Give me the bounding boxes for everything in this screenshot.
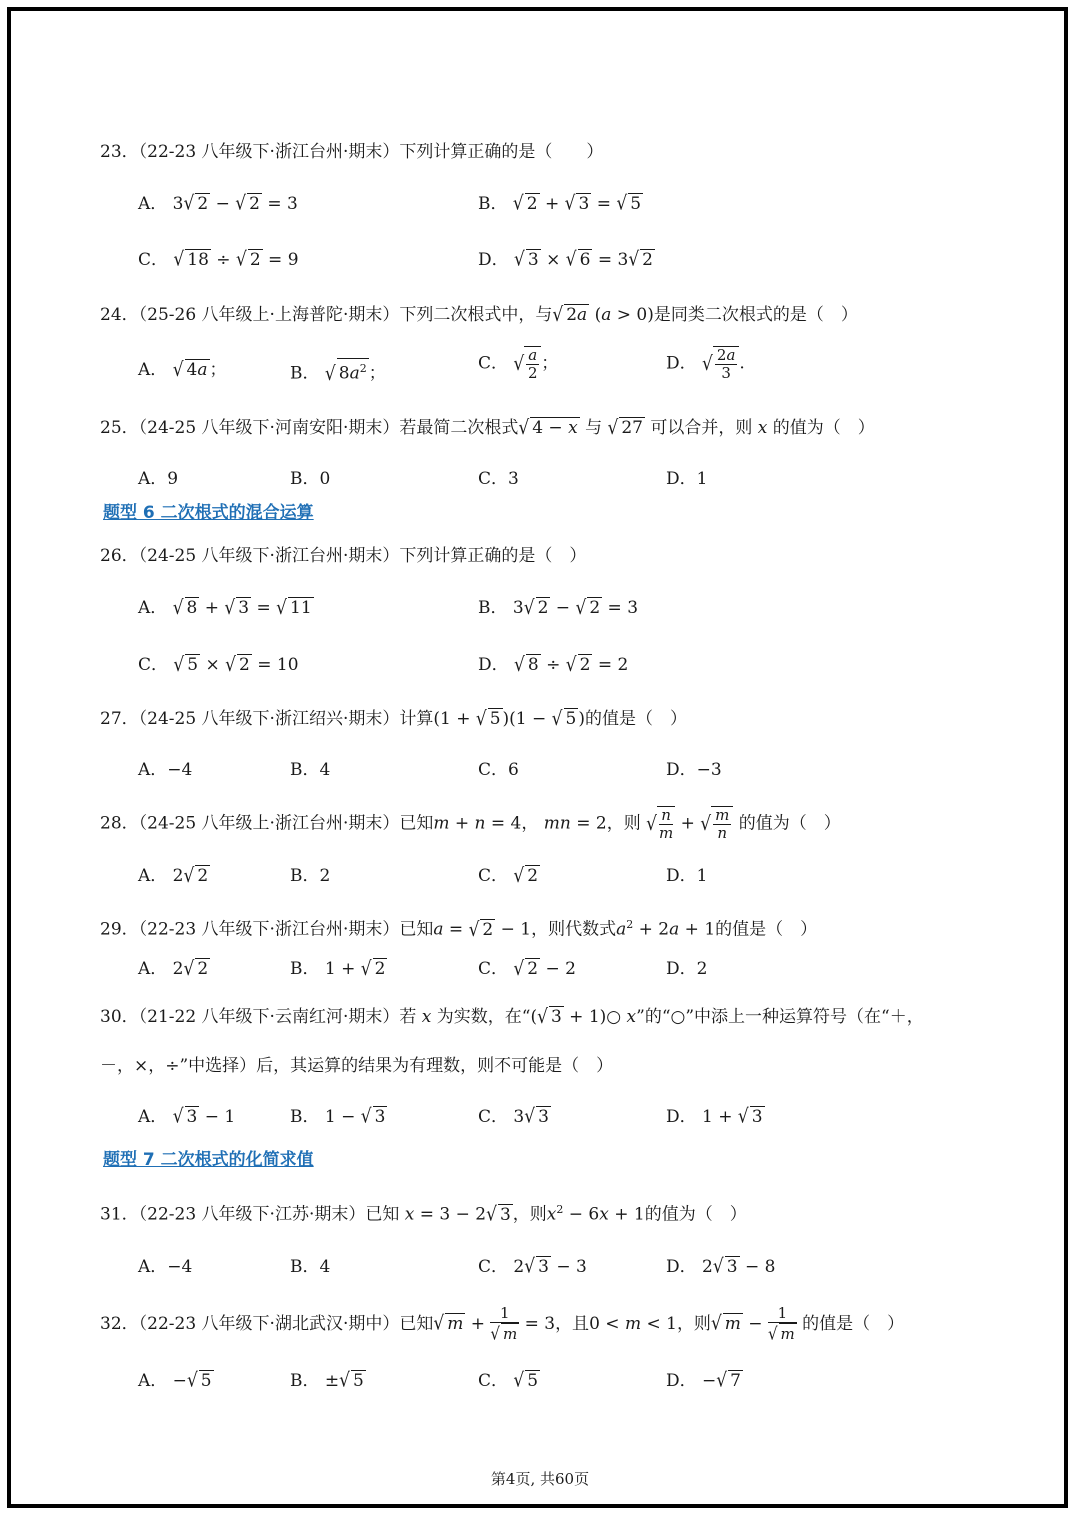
question-30: 30．（21-22 八年级下·云南红河·期末）若 x 为实数，在“(√ 3 + 1)○ x”的“○”中添上一种运算符号（在“＋， [100, 1005, 924, 1029]
option-c: C． 2√ 3 − 3 [478, 1255, 587, 1279]
option-a: A． 2√ 2 [138, 864, 209, 888]
option-b: B．4 [290, 760, 331, 780]
option-b: B． 3√ 2 − √ 2 = 3 [478, 596, 639, 620]
option-d: D． √ $\frac{2a}{3}$ . [666, 346, 745, 382]
option-d: D． −√ 7 [666, 1369, 741, 1393]
option-d: D．1 [666, 866, 708, 886]
option-b: B． √ 2 + √ 3 = √ 5 [478, 192, 642, 216]
question-26: 26．（24-25 八年级下·浙江台州·期末）下列计算正确的是（ ） [100, 546, 587, 566]
option-a: A． −√ 5 [138, 1369, 212, 1393]
option-d: D．−3 [666, 760, 722, 780]
option-c: C．6 [478, 760, 519, 780]
option-c: C． √ 2 − 2 [478, 957, 576, 981]
question-stem: 23．（22-23 八年级下·浙江台州·期末）下列计算正确的是（ ） [100, 142, 604, 162]
option-b: B． ±√ 5 [290, 1369, 364, 1393]
option-c: C． √ 5 × √ 2 = 10 [138, 653, 299, 677]
option-b: B． 1 − √ 3 [290, 1105, 386, 1129]
option-c: C． √ $\frac{a}{2}$ ； [478, 346, 559, 382]
option-b: B． 1 + √ 2 [290, 957, 386, 981]
option-b: B．4 [290, 1257, 331, 1277]
option-d: D． √ 3 × √ 6 = 3√ 2 [478, 248, 653, 272]
option-d: D． 1 + √ 3 [666, 1105, 763, 1129]
option-d: D．2 [666, 959, 708, 979]
option-c: C． √ 18 ÷ √ 2 = 9 [138, 248, 299, 272]
option-d: D． 2√ 3 − 8 [666, 1255, 776, 1279]
question-28: 28．（24-25 八年级上·浙江台州·期末）已知m + n = 4， mn = 2，则 √ $\frac{n}{m}$ + √ $\frac{m}{n}$ 的值为（ ） [100, 806, 841, 842]
option-c: C． 3√ 3 [478, 1105, 549, 1129]
option-a: A． √ 8 + √ 3 = √ 11 [138, 596, 312, 620]
option-a: A．9 [138, 469, 179, 489]
question-29: 29．（22-23 八年级下·浙江台州·期末）已知a = √ 2 − 1，则代数式$a^2 + 2a + 1$的值是（ ） [100, 918, 818, 942]
section-heading-7: 题型 7 二次根式的化简求值 [103, 1150, 314, 1170]
page-footer: 第4页, 共60页 [490, 1470, 590, 1488]
question-31: 31．（22-23 八年级下·江苏·期末）已知 x = 3 − 2√ 3 ，则$x^2 - 6x + 1$的值为（ ） [100, 1203, 747, 1227]
question-24: 24．（25-26 八年级上·上海普陀·期末）下列二次根式中，与√ 2a (a > 0)是同类二次根式的是（ ） [100, 303, 858, 327]
option-a: A．−4 [138, 1257, 193, 1277]
option-c: C． √ 2 [478, 864, 539, 888]
option-d: D．1 [666, 469, 708, 489]
question-32: 32．（22-23 八年级下·湖北武汉·期中）已知√ m + $\frac{1}{√ m}$ = 3，且0 < m < 1，则√ m − $\frac{1}{√ m}$ 的值是（ ） [100, 1304, 905, 1345]
question-25: 25．（24-25 八年级下·河南安阳·期末）若最简二次根式√ 4 − x 与 √ 27 可以合并，则 x 的值为（ ） [100, 416, 875, 440]
option-b: B． √ $8a^2$ ； [290, 358, 386, 386]
option-b: B．2 [290, 866, 331, 886]
option-c: C．3 [478, 469, 519, 489]
question-27: 27．（24-25 八年级下·浙江绍兴·期末）计算(1 + √ 5 )(1 − √ 5 )的值是（ ） [100, 707, 687, 731]
option-c: C． √ 5 [478, 1369, 539, 1393]
option-a: A． 3√ 2 − √ 2 = 3 [138, 192, 298, 216]
option-a: A． 2√ 2 [138, 957, 209, 981]
question-23 [100, 140, 980, 164]
option-b: B．0 [290, 469, 331, 489]
option-a: A． √ 3 − 1 [138, 1105, 236, 1129]
option-a: A． √ 4a ； [138, 358, 227, 382]
question-30-line2: －，×，÷”中选择）后，其运算的结果为有理数，则不可能是（ ） [100, 1056, 614, 1076]
section-heading-6: 题型 6 二次根式的混合运算 [103, 503, 314, 523]
option-a: A．−4 [138, 760, 193, 780]
option-d: D． √ 8 ÷ √ 2 = 2 [478, 653, 629, 677]
